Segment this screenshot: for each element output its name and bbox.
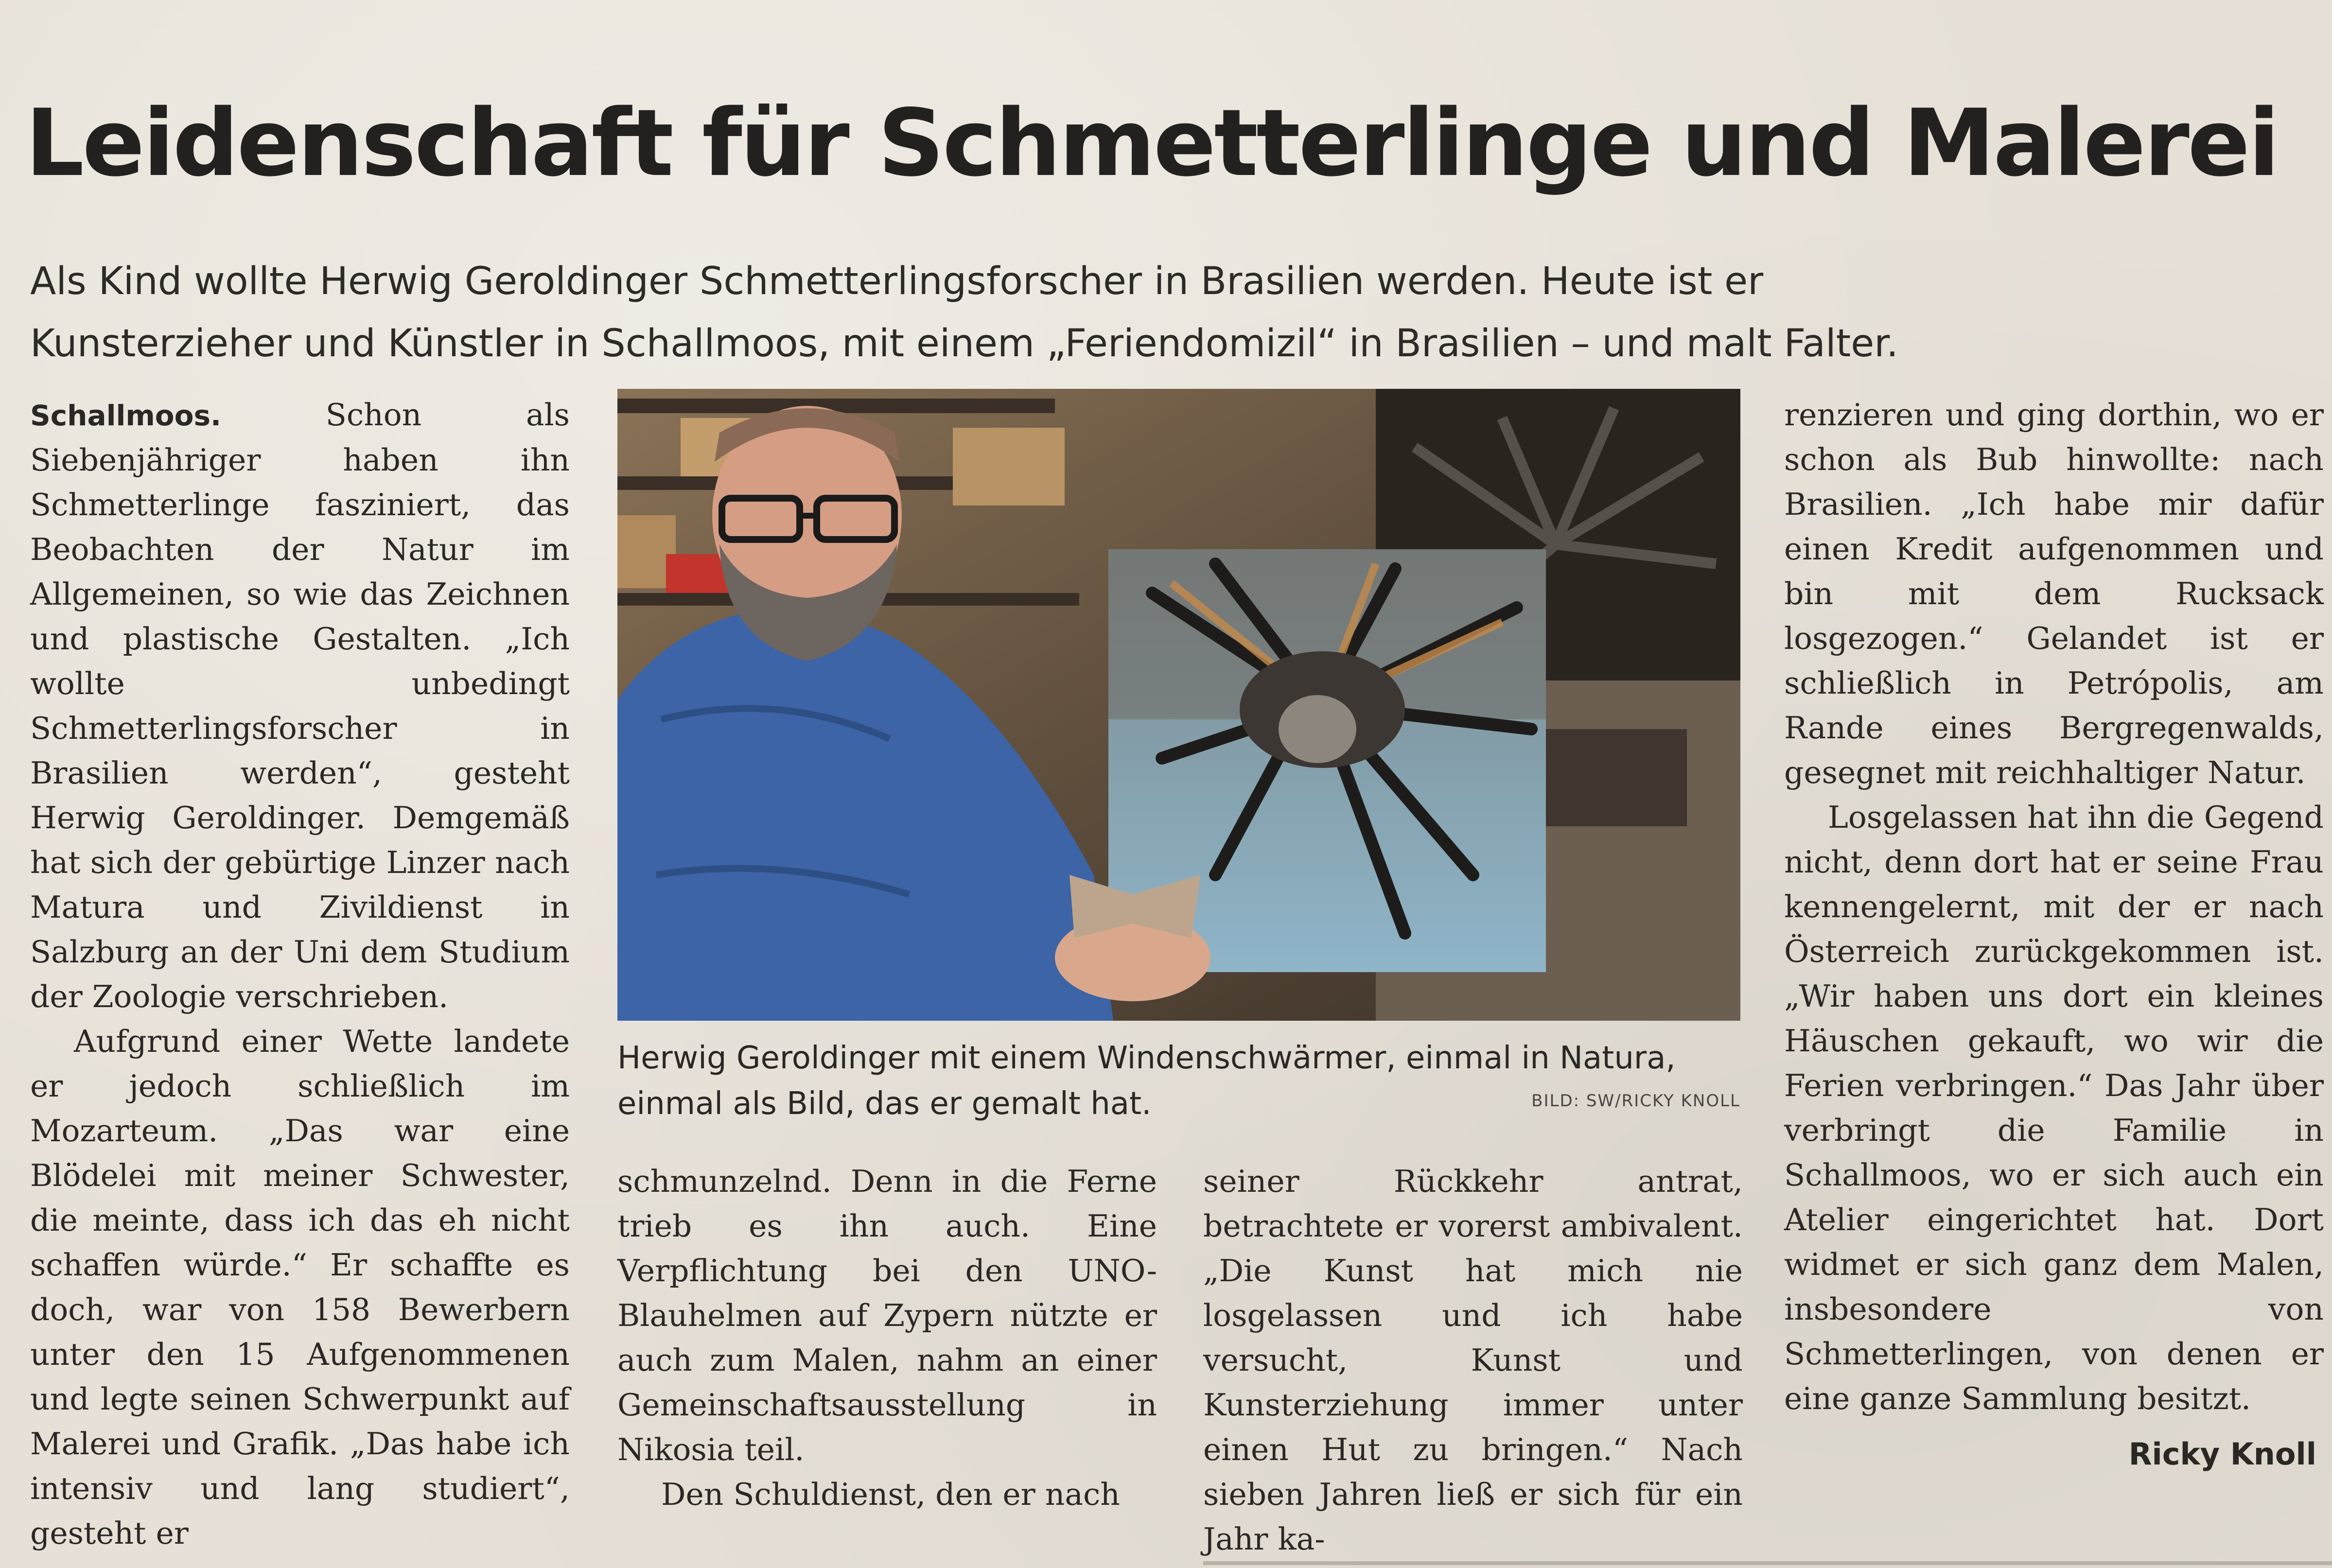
article-column-4	[1784, 393, 2324, 1421]
article-photo	[617, 389, 1740, 1021]
photo-credit: BILD: SW/RICKY KNOLL	[1531, 1091, 1740, 1111]
article-column-2	[617, 1159, 1157, 1517]
dateline: Schallmoos.	[30, 399, 222, 432]
photo-caption	[617, 1035, 1740, 1127]
headline: Leidenschaft für Schmetterlinge und Malerei	[25, 89, 2278, 197]
caption-line-2: einmal als Bild, das er gemalt hat.	[617, 1086, 1152, 1122]
paragraph: seiner Rückkehr antrat, betrachtete er vorerst ambivalent. „Die Kunst hat mich nie losgelassen und ich habe versucht, Kunst und Kunsterziehung immer unter einen Hut zu bringen.“ Nach sieben Jahren ließ er sich für ein Jahr ka-	[1203, 1164, 1743, 1557]
paragraph: Aufgrund einer Wette landete er jedoch schließlich im Mozarteum. „Das war eine Blödelei mit meiner Schwester, die meinte, dass ich das eh nicht schaffen würde.“ Er schaffte es doch, war von 158 Bewerbern unter den 15 Aufgenommenen und legte seinen Schwerpunkt auf Malerei und Grafik. „Das habe ich intensiv und lang studiert“, gesteht er	[30, 1024, 570, 1551]
caption-line-1: Herwig Geroldinger mit einem Windenschwärmer, einmal in Natura,	[617, 1040, 1676, 1076]
divider-rule	[1203, 1561, 2332, 1565]
deck-line-1: Als Kind wollte Herwig Geroldinger Schmetterlingsforscher in Brasilien werden. Heute ist er	[30, 260, 1764, 303]
paragraph	[30, 393, 570, 1019]
deck	[30, 250, 2315, 375]
paragraph: Den Schuldienst, den er nach	[661, 1477, 1120, 1512]
byline: Ricky Knoll	[2128, 1436, 2316, 1472]
article-column-1	[30, 393, 570, 1556]
article-column-3	[1203, 1159, 1743, 1562]
deck-line-2: Kunsterzieher und Künstler in Schallmoos, mit einem „Feriendomizil“ in Brasilien – und malt Falter.	[30, 322, 1898, 366]
paragraph-text: Schon als Siebenjähriger haben ihn Schmetterlinge fasziniert, das Beobachten der Natur im Allgemeinen, so wie das Zeichnen und plastische Gestalten. „Ich wollte unbedingt Schmetterlingsforscher in Brasilien werden“, gesteht Herwig Geroldinger. Demgemäß hat sich der gebürtige Linzer nach Matura und Zivildienst in Salzburg an der Uni dem Studium der Zoologie verschrieben.	[30, 397, 570, 1014]
photo-illustration	[617, 389, 1740, 1021]
paragraph: Losgelassen hat ihn die Gegend nicht, denn dort hat er seine Frau kennengelernt, mit der er nach Österreich zurückgekommen ist. „Wir haben uns dort ein kleines Häuschen gekauft, wo wir die Ferien verbringen.“ Das Jahr über verbringt die Familie in Schallmoos, wo er sich auch ein Atelier eingerichtet hat. Dort widmet er sich ganz dem Malen, insbesondere von Schmetterlingen, von denen er eine ganze Sammlung besitzt.	[1784, 800, 2324, 1416]
paragraph: renzieren und ging dorthin, wo er schon als Bub hinwollte: nach Brasilien. „Ich habe mir dafür einen Kredit aufgenommen und bin mit dem Rucksack losgezogen.“ Gelandet ist er schließlich in Petrópolis, am Rande eines Bergregenwalds, gesegnet mit reichhaltiger Natur.	[1784, 397, 2324, 790]
paragraph: schmunzelnd. Denn in die Ferne trieb es ihn auch. Eine Verpflichtung bei den UNO-Blauhelmen auf Zypern nützte er auch zum Malen, nahm an einer Gemeinschaftsausstellung in Nikosia teil.	[617, 1164, 1157, 1467]
